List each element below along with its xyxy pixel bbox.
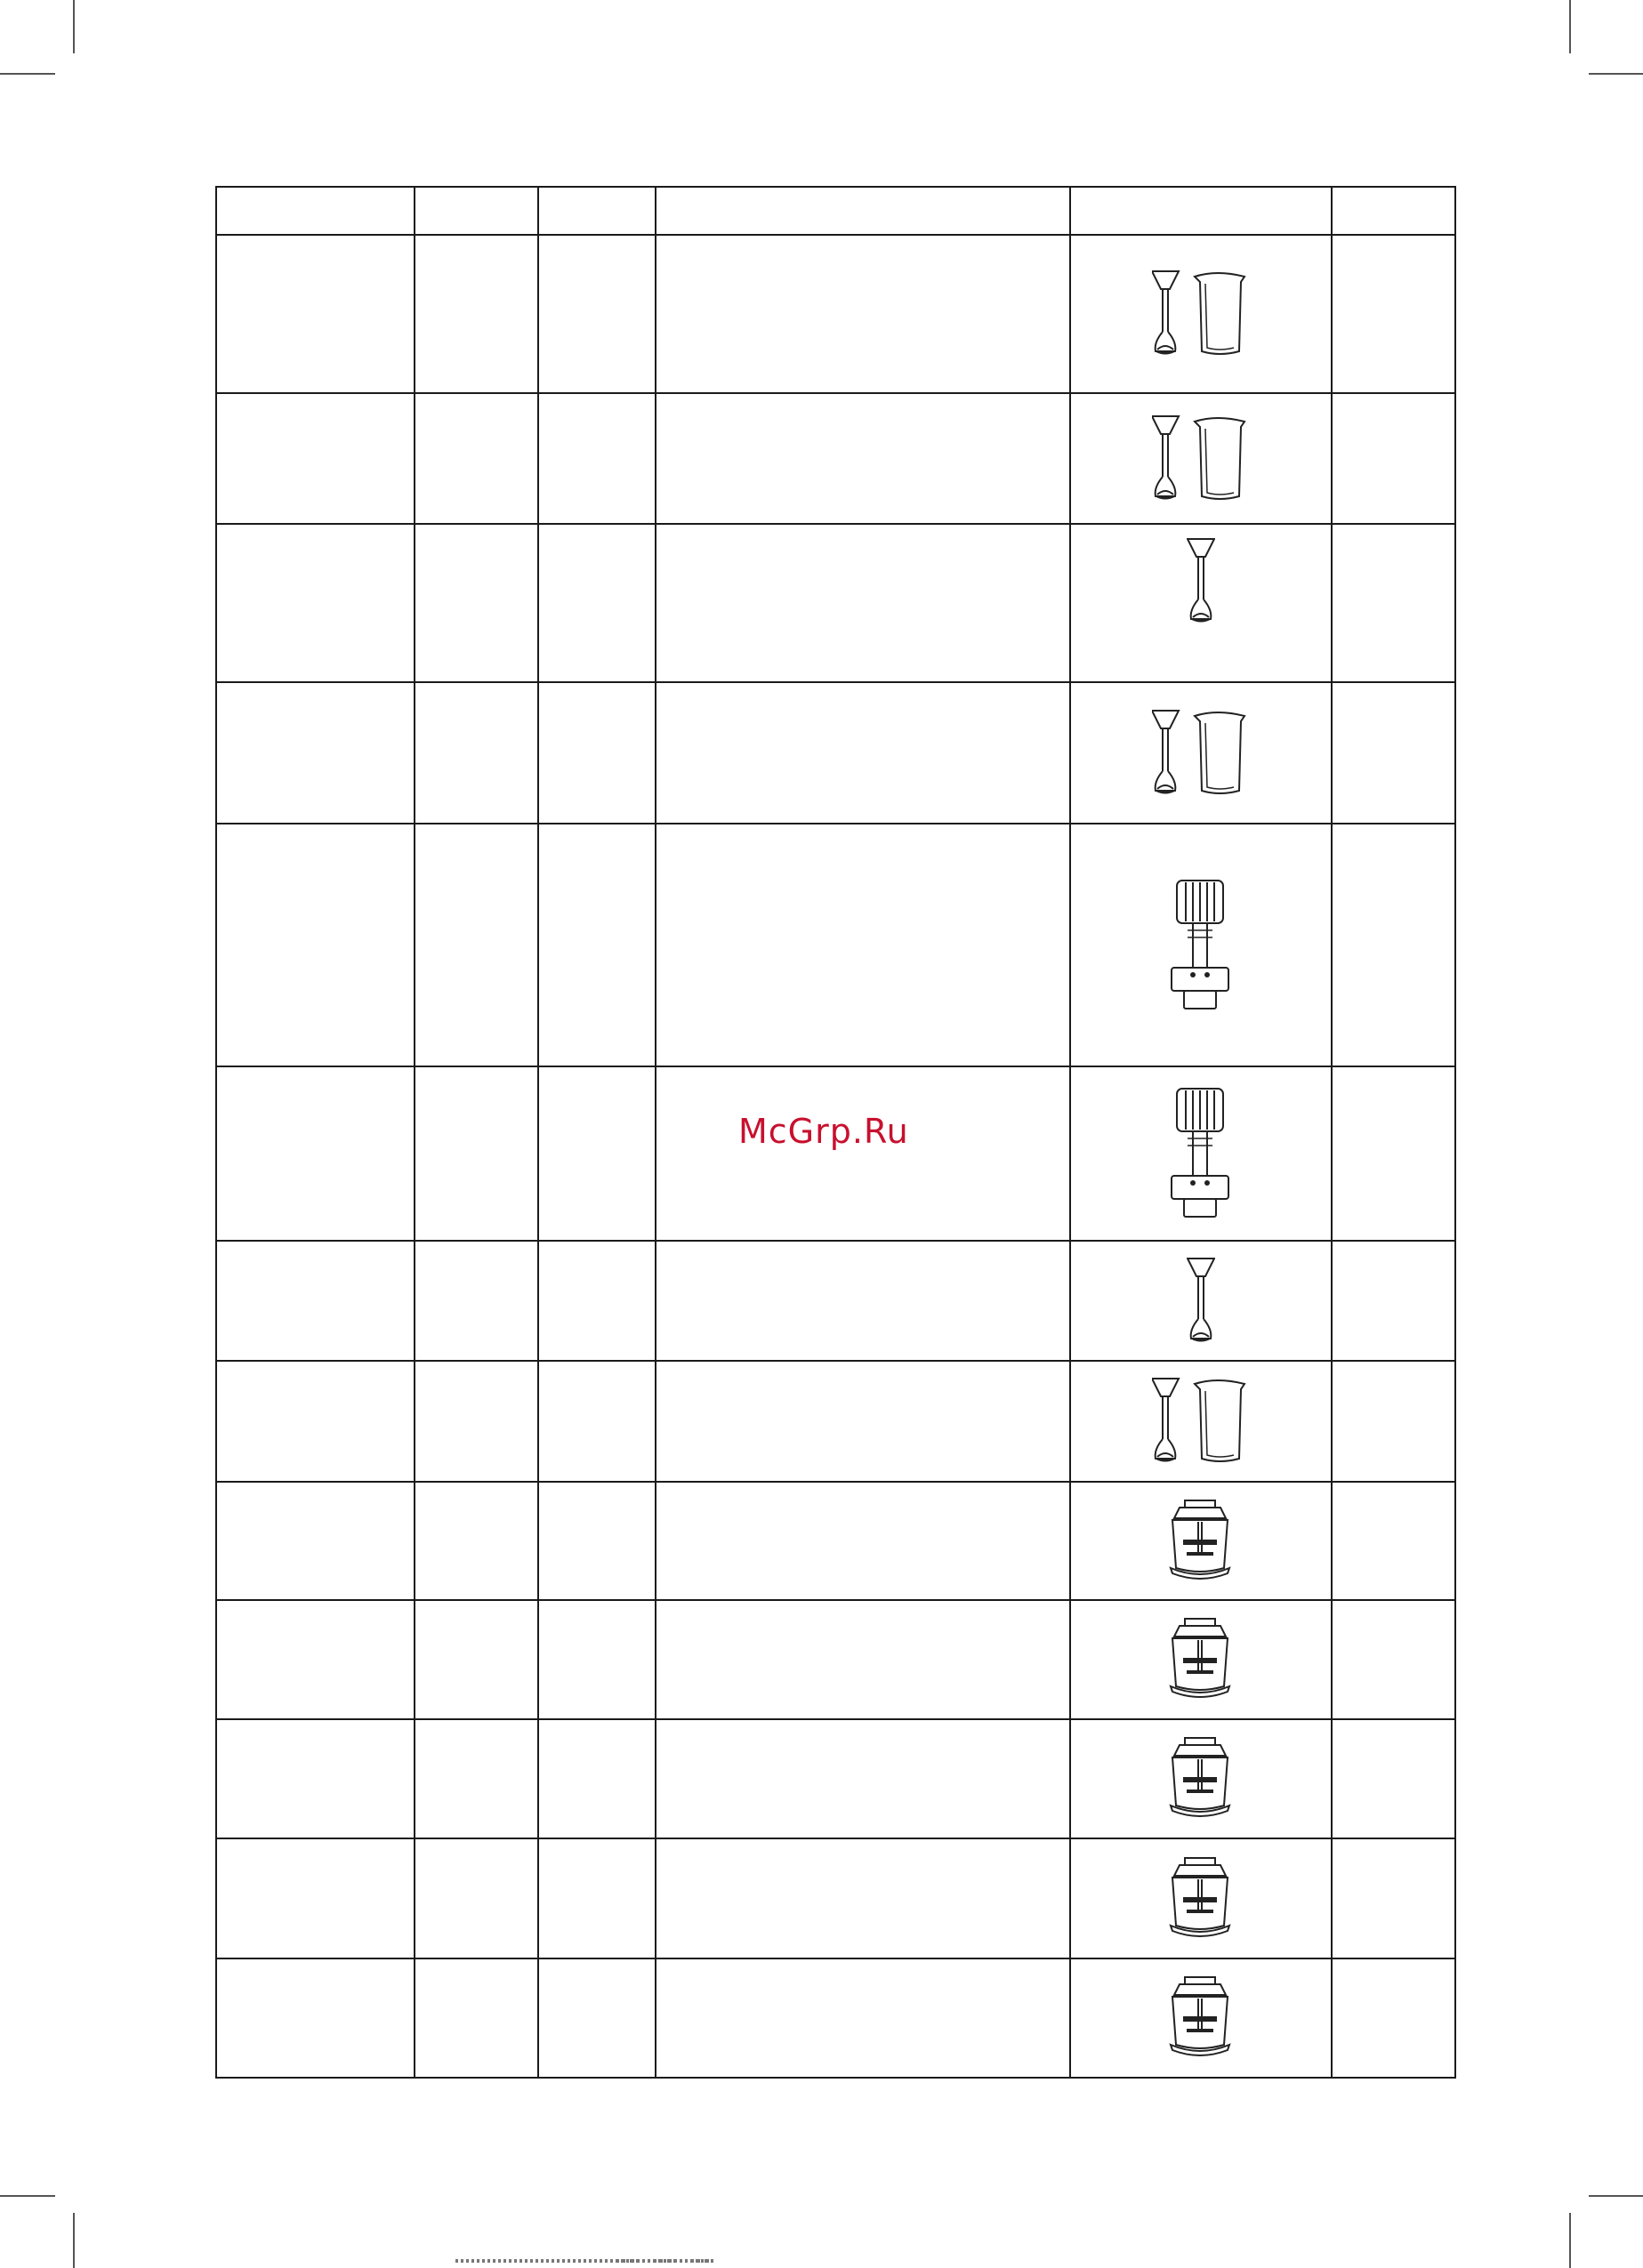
table-cell	[538, 682, 656, 824]
header-cell	[1070, 187, 1332, 235]
table-row	[216, 1600, 1455, 1719]
table-cell	[216, 1361, 415, 1482]
chopper-bowl-icon	[1169, 1617, 1233, 1702]
table-cell	[656, 824, 1070, 1066]
table-cell	[216, 824, 415, 1066]
table-cell	[1332, 1361, 1455, 1482]
crop-mark	[1569, 2213, 1571, 2268]
illustration-cell	[1070, 824, 1332, 1066]
table-cell	[538, 1838, 656, 1958]
illustration-cell	[1070, 1719, 1332, 1838]
illustration-cell	[1070, 1361, 1332, 1482]
illustration-cell	[1070, 1066, 1332, 1241]
table-cell	[415, 524, 538, 682]
table-cell	[216, 1719, 415, 1838]
header-cell	[216, 187, 415, 235]
chopper-bowl-icon	[1169, 1856, 1233, 1942]
table-cell	[415, 1241, 538, 1361]
table-row	[216, 1241, 1455, 1361]
table-row	[216, 1958, 1455, 2078]
table-cell	[216, 1066, 415, 1241]
table-cell	[216, 1838, 415, 1958]
blender-wand-icon	[1187, 537, 1215, 626]
table-row	[216, 824, 1455, 1066]
table-cell	[415, 682, 538, 824]
table-cell	[656, 1838, 1070, 1958]
table-cell	[415, 1719, 538, 1838]
table-cell	[216, 1482, 415, 1600]
header-cell	[538, 187, 656, 235]
table-cell	[538, 1958, 656, 2078]
header-cell	[415, 187, 538, 235]
blender-and-beaker-icon	[1152, 414, 1250, 503]
table-cell	[538, 1482, 656, 1600]
table-cell	[1332, 1958, 1455, 2078]
table-cell	[216, 1241, 415, 1361]
table-cell	[656, 1600, 1070, 1719]
table-cell	[538, 1241, 656, 1361]
table-cell	[538, 824, 656, 1066]
illustration-cell	[1070, 1958, 1332, 2078]
chopper-bowl-icon	[1169, 1499, 1233, 1584]
table-header-row	[216, 187, 1455, 235]
table-cell	[656, 235, 1070, 393]
table-cell	[1332, 235, 1455, 393]
table-cell	[656, 1066, 1070, 1241]
table-cell	[216, 524, 415, 682]
table-cell	[1332, 1838, 1455, 1958]
chopper-bowl-icon	[1169, 1736, 1233, 1822]
table-cell	[656, 1482, 1070, 1600]
table-row	[216, 393, 1455, 524]
blender-wand-icon	[1187, 1257, 1215, 1346]
table-row	[216, 682, 1455, 824]
chopper-bowl-icon	[1169, 1975, 1233, 2061]
table-cell	[1332, 1482, 1455, 1600]
table-row	[216, 1361, 1455, 1482]
table-cell	[656, 393, 1070, 524]
illustration-cell	[1070, 393, 1332, 524]
table-cell	[656, 524, 1070, 682]
table-cell	[1332, 682, 1455, 824]
crop-mark	[0, 2195, 55, 2197]
header-cell	[1332, 187, 1455, 235]
illustration-cell	[1070, 1241, 1332, 1361]
table-cell	[538, 1719, 656, 1838]
illustration-cell	[1070, 682, 1332, 824]
watermark: McGrp.Ru	[738, 1112, 909, 1151]
crop-mark	[1589, 73, 1643, 75]
table-cell	[415, 393, 538, 524]
illustration-cell	[1070, 1838, 1332, 1958]
table-cell	[538, 524, 656, 682]
table-cell	[415, 1838, 538, 1958]
illustration-cell	[1070, 1482, 1332, 1600]
table-row	[216, 1482, 1455, 1600]
table-cell	[538, 393, 656, 524]
table-cell	[216, 235, 415, 393]
blender-and-beaker-icon	[1152, 1377, 1250, 1466]
blender-and-beaker-icon	[1152, 709, 1250, 798]
table-cell	[216, 682, 415, 824]
illustration-cell	[1070, 524, 1332, 682]
crop-mark	[73, 0, 75, 53]
footer-print-mark	[605, 2259, 712, 2263]
crop-mark	[0, 73, 55, 75]
table-cell	[538, 1066, 656, 1241]
table-cell	[656, 1361, 1070, 1482]
crop-mark	[73, 2213, 75, 2268]
table-cell	[415, 1958, 538, 2078]
crop-mark	[1589, 2195, 1643, 2197]
table-cell	[216, 393, 415, 524]
table-cell	[538, 1361, 656, 1482]
table-cell	[1332, 1600, 1455, 1719]
blender-and-beaker-icon	[1152, 269, 1250, 358]
table-row	[216, 1719, 1455, 1838]
table-row	[216, 1838, 1455, 1958]
table-cell	[538, 235, 656, 393]
table-cell	[1332, 1241, 1455, 1361]
table-cell	[1332, 824, 1455, 1066]
table-cell	[1332, 1719, 1455, 1838]
table-cell	[415, 824, 538, 1066]
crop-mark	[1569, 0, 1571, 53]
table-cell	[656, 1241, 1070, 1361]
table-row	[216, 524, 1455, 682]
table-cell	[538, 1600, 656, 1719]
table-cell	[415, 1482, 538, 1600]
table-cell	[415, 235, 538, 393]
header-cell	[656, 187, 1070, 235]
table-row	[216, 1066, 1455, 1241]
table-cell	[216, 1958, 415, 2078]
table-cell	[656, 1958, 1070, 2078]
table-cell	[415, 1361, 538, 1482]
table-cell	[1332, 524, 1455, 682]
table-row	[216, 235, 1455, 393]
whisk-attachment-icon	[1170, 879, 1232, 1012]
illustration-cell	[1070, 1600, 1332, 1719]
table-cell	[656, 1719, 1070, 1838]
table-cell	[415, 1600, 538, 1719]
table-cell	[216, 1600, 415, 1719]
table-cell	[656, 682, 1070, 824]
table-cell	[415, 1066, 538, 1241]
illustration-cell	[1070, 235, 1332, 393]
table-cell	[1332, 1066, 1455, 1241]
table-cell	[1332, 393, 1455, 524]
whisk-attachment-icon	[1170, 1087, 1232, 1220]
